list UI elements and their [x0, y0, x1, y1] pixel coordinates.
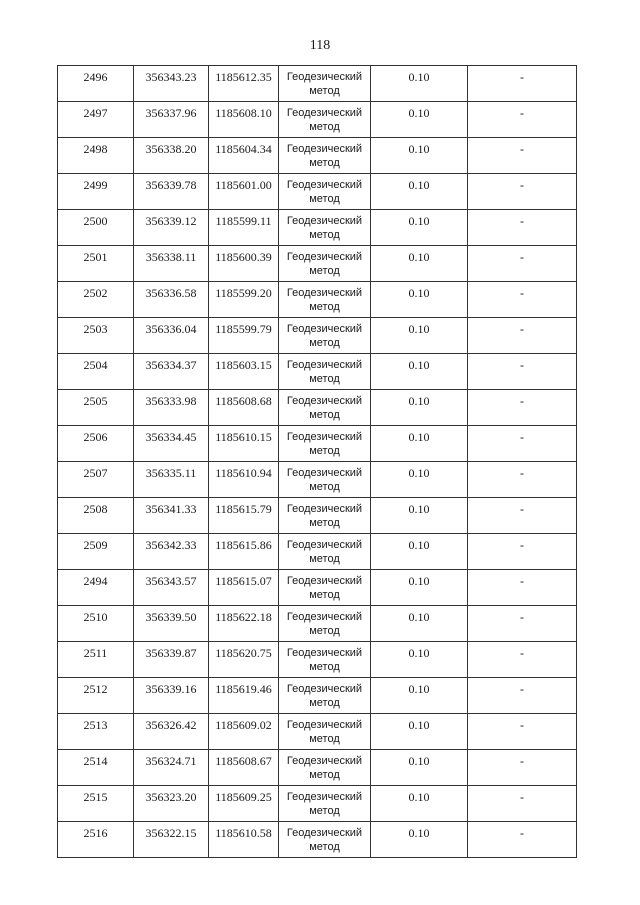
- accuracy-cell: 0.10: [371, 606, 468, 642]
- accuracy-cell: 0.10: [371, 498, 468, 534]
- y-coordinate-cell: 1185610.94: [209, 462, 279, 498]
- accuracy-cell: 0.10: [371, 786, 468, 822]
- y-coordinate-cell: 1185601.00: [209, 174, 279, 210]
- note-cell: -: [468, 822, 577, 858]
- accuracy-cell: 0.10: [371, 354, 468, 390]
- table-row: [58, 534, 577, 570]
- x-coordinate-cell: 356343.57: [134, 570, 209, 606]
- y-coordinate-cell: 1185622.18: [209, 606, 279, 642]
- note-cell: -: [468, 534, 577, 570]
- x-coordinate-cell: 356334.37: [134, 354, 209, 390]
- point-id-cell: 2509: [58, 534, 134, 570]
- y-coordinate-cell: 1185603.15: [209, 354, 279, 390]
- table-row: [58, 498, 577, 534]
- y-coordinate-cell: 1185619.46: [209, 678, 279, 714]
- accuracy-cell: 0.10: [371, 138, 468, 174]
- x-coordinate-cell: 356324.71: [134, 750, 209, 786]
- method-cell: Геодезический метод: [279, 678, 371, 714]
- x-coordinate-cell: 356338.20: [134, 138, 209, 174]
- y-coordinate-cell: 1185615.86: [209, 534, 279, 570]
- note-cell: -: [468, 750, 577, 786]
- method-cell: Геодезический метод: [279, 570, 371, 606]
- y-coordinate-cell: 1185612.35: [209, 66, 279, 102]
- point-id-cell: 2508: [58, 498, 134, 534]
- point-id-cell: 2510: [58, 606, 134, 642]
- note-cell: -: [468, 138, 577, 174]
- method-cell: Геодезический метод: [279, 786, 371, 822]
- point-id-cell: 2494: [58, 570, 134, 606]
- accuracy-cell: 0.10: [371, 678, 468, 714]
- note-cell: -: [468, 246, 577, 282]
- x-coordinate-cell: 356339.87: [134, 642, 209, 678]
- accuracy-cell: 0.10: [371, 822, 468, 858]
- table-row: [58, 750, 577, 786]
- point-id-cell: 2507: [58, 462, 134, 498]
- y-coordinate-cell: 1185620.75: [209, 642, 279, 678]
- point-id-cell: 2511: [58, 642, 134, 678]
- accuracy-cell: 0.10: [371, 462, 468, 498]
- point-id-cell: 2514: [58, 750, 134, 786]
- x-coordinate-cell: 356322.15: [134, 822, 209, 858]
- table-row: [58, 210, 577, 246]
- table-row: [58, 714, 577, 750]
- method-cell: Геодезический метод: [279, 354, 371, 390]
- page-number: 118: [309, 38, 331, 53]
- note-cell: -: [468, 390, 577, 426]
- method-cell: Геодезический метод: [279, 246, 371, 282]
- point-id-cell: 2501: [58, 246, 134, 282]
- note-cell: -: [468, 462, 577, 498]
- x-coordinate-cell: 356335.11: [134, 462, 209, 498]
- accuracy-cell: 0.10: [371, 570, 468, 606]
- method-cell: Геодезический метод: [279, 498, 371, 534]
- x-coordinate-cell: 356323.20: [134, 786, 209, 822]
- coordinates-table: [57, 65, 577, 858]
- method-cell: Геодезический метод: [279, 534, 371, 570]
- method-cell: Геодезический метод: [279, 606, 371, 642]
- method-cell: Геодезический метод: [279, 426, 371, 462]
- table-row: [58, 678, 577, 714]
- accuracy-cell: 0.10: [371, 246, 468, 282]
- table-row: [58, 390, 577, 426]
- method-cell: Геодезический метод: [279, 66, 371, 102]
- point-id-cell: 2497: [58, 102, 134, 138]
- x-coordinate-cell: 356342.33: [134, 534, 209, 570]
- table-row: [58, 138, 577, 174]
- method-cell: Геодезический метод: [279, 822, 371, 858]
- point-id-cell: 2506: [58, 426, 134, 462]
- note-cell: -: [468, 174, 577, 210]
- note-cell: -: [468, 678, 577, 714]
- y-coordinate-cell: 1185615.79: [209, 498, 279, 534]
- x-coordinate-cell: 356338.11: [134, 246, 209, 282]
- x-coordinate-cell: 356326.42: [134, 714, 209, 750]
- method-cell: Геодезический метод: [279, 750, 371, 786]
- x-coordinate-cell: 356339.12: [134, 210, 209, 246]
- y-coordinate-cell: 1185608.10: [209, 102, 279, 138]
- note-cell: -: [468, 354, 577, 390]
- y-coordinate-cell: 1185599.11: [209, 210, 279, 246]
- accuracy-cell: 0.10: [371, 642, 468, 678]
- accuracy-cell: 0.10: [371, 102, 468, 138]
- point-id-cell: 2499: [58, 174, 134, 210]
- x-coordinate-cell: 356339.78: [134, 174, 209, 210]
- table-row: [58, 642, 577, 678]
- y-coordinate-cell: 1185600.39: [209, 246, 279, 282]
- x-coordinate-cell: 356339.50: [134, 606, 209, 642]
- y-coordinate-cell: 1185615.07: [209, 570, 279, 606]
- note-cell: -: [468, 210, 577, 246]
- table-row: [58, 66, 577, 102]
- method-cell: Геодезический метод: [279, 318, 371, 354]
- x-coordinate-cell: 356334.45: [134, 426, 209, 462]
- point-id-cell: 2496: [58, 66, 134, 102]
- point-id-cell: 2498: [58, 138, 134, 174]
- note-cell: -: [468, 570, 577, 606]
- x-coordinate-cell: 356339.16: [134, 678, 209, 714]
- y-coordinate-cell: 1185609.25: [209, 786, 279, 822]
- y-coordinate-cell: 1185599.79: [209, 318, 279, 354]
- method-cell: Геодезический метод: [279, 138, 371, 174]
- note-cell: -: [468, 786, 577, 822]
- method-cell: Геодезический метод: [279, 714, 371, 750]
- x-coordinate-cell: 356333.98: [134, 390, 209, 426]
- table-row: [58, 174, 577, 210]
- table-row: [58, 318, 577, 354]
- accuracy-cell: 0.10: [371, 282, 468, 318]
- x-coordinate-cell: 356341.33: [134, 498, 209, 534]
- point-id-cell: 2505: [58, 390, 134, 426]
- table-row: [58, 282, 577, 318]
- x-coordinate-cell: 356336.58: [134, 282, 209, 318]
- y-coordinate-cell: 1185610.58: [209, 822, 279, 858]
- table-row: [58, 246, 577, 282]
- accuracy-cell: 0.10: [371, 750, 468, 786]
- accuracy-cell: 0.10: [371, 426, 468, 462]
- y-coordinate-cell: 1185599.20: [209, 282, 279, 318]
- table-row: [58, 354, 577, 390]
- method-cell: Геодезический метод: [279, 210, 371, 246]
- x-coordinate-cell: 356336.04: [134, 318, 209, 354]
- method-cell: Геодезический метод: [279, 282, 371, 318]
- method-cell: Геодезический метод: [279, 174, 371, 210]
- coordinates-table-body: [58, 66, 577, 858]
- y-coordinate-cell: 1185609.02: [209, 714, 279, 750]
- table-row: [58, 786, 577, 822]
- x-coordinate-cell: 356337.96: [134, 102, 209, 138]
- point-id-cell: 2502: [58, 282, 134, 318]
- table-row: [58, 606, 577, 642]
- accuracy-cell: 0.10: [371, 174, 468, 210]
- note-cell: -: [468, 318, 577, 354]
- note-cell: -: [468, 102, 577, 138]
- method-cell: Геодезический метод: [279, 390, 371, 426]
- accuracy-cell: 0.10: [371, 210, 468, 246]
- accuracy-cell: 0.10: [371, 714, 468, 750]
- table-row: [58, 102, 577, 138]
- point-id-cell: 2500: [58, 210, 134, 246]
- point-id-cell: 2504: [58, 354, 134, 390]
- note-cell: -: [468, 426, 577, 462]
- accuracy-cell: 0.10: [371, 390, 468, 426]
- accuracy-cell: 0.10: [371, 318, 468, 354]
- note-cell: -: [468, 282, 577, 318]
- method-cell: Геодезический метод: [279, 642, 371, 678]
- table-row: [58, 570, 577, 606]
- note-cell: -: [468, 642, 577, 678]
- note-cell: -: [468, 606, 577, 642]
- table-row: [58, 822, 577, 858]
- y-coordinate-cell: 1185610.15: [209, 426, 279, 462]
- table-row: [58, 462, 577, 498]
- table-row: [58, 426, 577, 462]
- method-cell: Геодезический метод: [279, 462, 371, 498]
- y-coordinate-cell: 1185604.34: [209, 138, 279, 174]
- accuracy-cell: 0.10: [371, 534, 468, 570]
- method-cell: Геодезический метод: [279, 102, 371, 138]
- point-id-cell: 2503: [58, 318, 134, 354]
- accuracy-cell: 0.10: [371, 66, 468, 102]
- y-coordinate-cell: 1185608.68: [209, 390, 279, 426]
- note-cell: -: [468, 498, 577, 534]
- point-id-cell: 2513: [58, 714, 134, 750]
- point-id-cell: 2512: [58, 678, 134, 714]
- point-id-cell: 2515: [58, 786, 134, 822]
- point-id-cell: 2516: [58, 822, 134, 858]
- x-coordinate-cell: 356343.23: [134, 66, 209, 102]
- y-coordinate-cell: 1185608.67: [209, 750, 279, 786]
- note-cell: -: [468, 66, 577, 102]
- note-cell: -: [468, 714, 577, 750]
